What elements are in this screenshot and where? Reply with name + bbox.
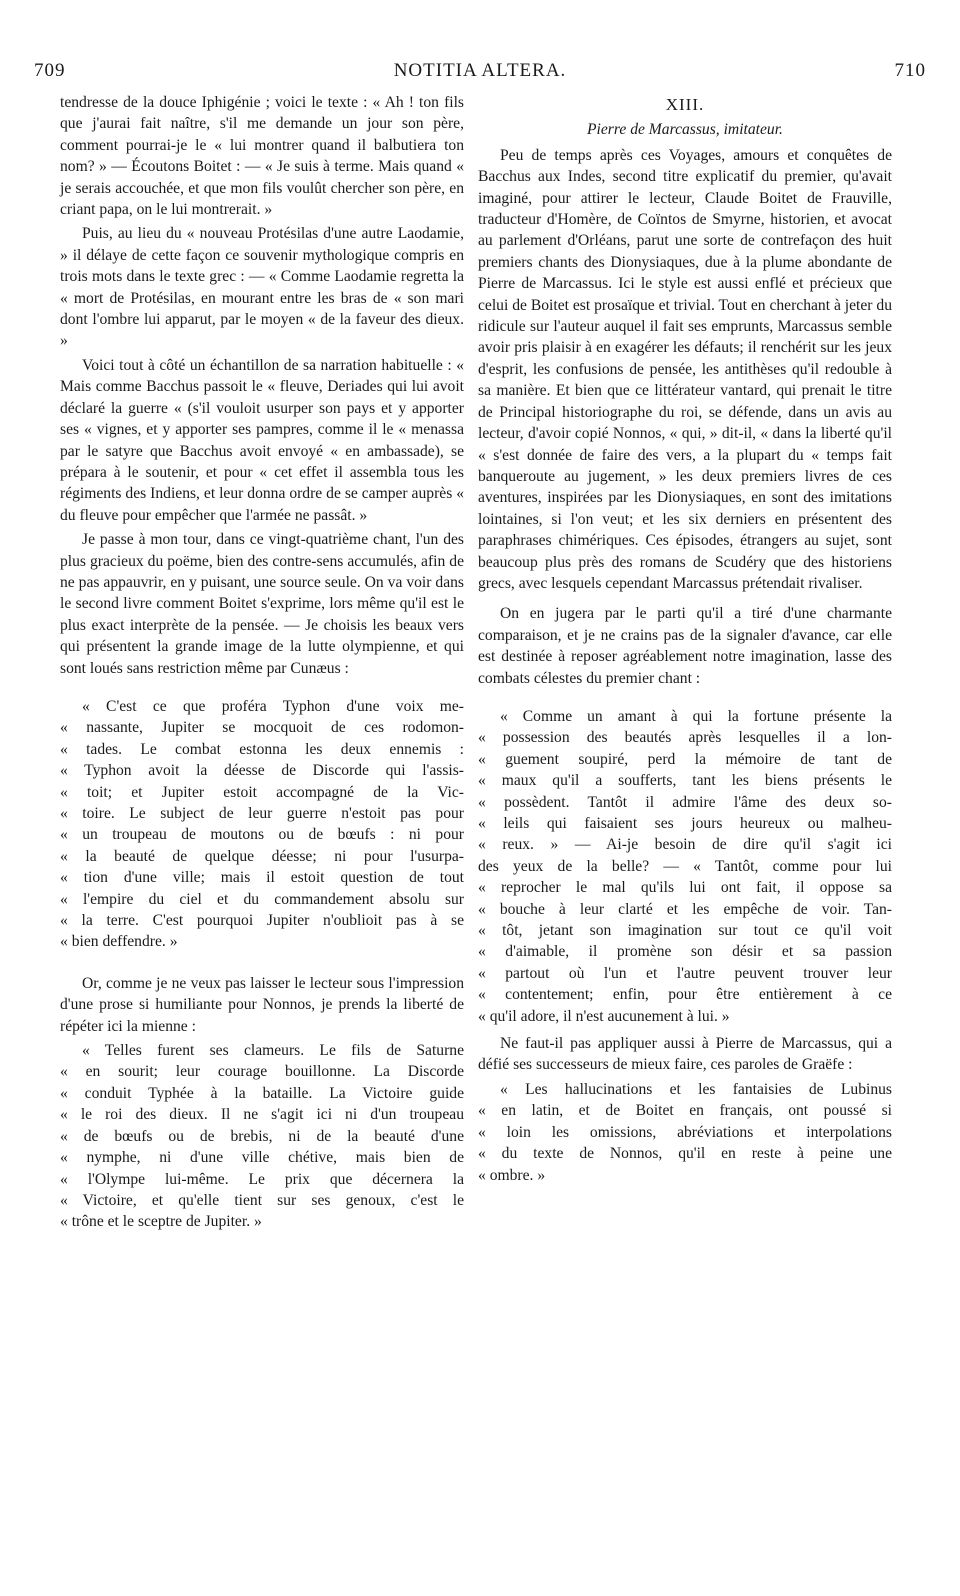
running-title: NOTITIA ALTERA. bbox=[393, 60, 567, 81]
quote-line: « nassante, Jupiter se mocquoit de ces rodomon- bbox=[60, 719, 464, 737]
spacer bbox=[60, 959, 464, 973]
quote-line: « toit; et Jupiter estoit accompagné de la Vic- bbox=[60, 783, 464, 801]
quote-line: « toire. Le subject de leur guerre n'estoit pas pour bbox=[60, 805, 464, 822]
paragraph: Puis, au lieu du « nouveau Protésilas d'une autre Laodamie, » il délaye de cette façon ce souvenir mythologique compris en trois mots dans le texte grec : — « Comme Laodamie regretta la « mort de Protésilas, en mourant entre les bras de « son mari dont l'ombre lui apparut, par le moyen « de la faveur des dieux. » bbox=[60, 225, 464, 350]
right-column bbox=[478, 92, 892, 1192]
quote-line: « de bœufs ou de brebis, ni de la beauté d'une bbox=[60, 1127, 464, 1145]
quote-line: « Typhon avoit la déesse de Discorde qui l'assis- bbox=[60, 762, 464, 780]
quote-line: « qu'il adore, il n'est aucunement à lui. » bbox=[478, 1007, 730, 1025]
quote-line: « partout où l'un et l'autre peuvent trouver leur bbox=[478, 964, 892, 982]
paragraph: On en jugera par le parti qu'il a tiré d'une charmante comparaison, et je ne crains pas de la signaler d'avance, car elle est destinée à reposer agréablement notre imagination, lasse des combats célestes du premier chant : bbox=[478, 605, 892, 687]
quote-line: « ombre. » bbox=[478, 1166, 546, 1184]
block-quote bbox=[478, 1079, 892, 1186]
section-title: Pierre de Marcassus, imitateur. bbox=[587, 121, 783, 139]
paragraph: Je passe à mon tour, dans ce vingt-quatrième chant, l'un des plus gracieux du poëme, bien des contre-sens accumulés, afin de ne pas appauvrir, en y puisant, une source seule. On va voir dans le second livre comment Boitet s'exprime, lors même qu'il est le plus exact interprète de la pensée. — Je choisis les beaux vers qui présentent la grande image de la lutte olympienne, et qui sont loués sans restriction même par Cunæus : bbox=[60, 531, 464, 677]
page-header bbox=[34, 60, 926, 88]
section-number: XIII. bbox=[665, 95, 705, 114]
quote-line: « tion d'une ville; mais il estoit question de tout bbox=[60, 869, 464, 887]
quote-line: « bouche à leur clarté et les empêche de voir. Tan- bbox=[478, 900, 892, 918]
quote-line: « maux qu'il a soufferts, tant les biens présents le bbox=[478, 772, 892, 790]
paragraph: Ne faut-il pas appliquer aussi à Pierre de Marcassus, qui a défié ses successeurs de mieux faire, ces paroles de Graëfe : bbox=[478, 1035, 892, 1074]
quote-line: « Telles furent ses clameurs. Le fils de Saturne bbox=[82, 1042, 464, 1060]
quote-line: « Comme un amant à qui la fortune présente la bbox=[500, 707, 892, 725]
paragraph: Or, comme je ne veux pas laisser le lecteur sous l'impression d'une prose si humiliante pour Nonnos, je prends la liberté de répéter ici la mienne : bbox=[60, 974, 464, 1035]
quote-line: « l'Olympe lui-même. Le prix que décernera la bbox=[60, 1170, 464, 1188]
quote-line: « tôt, jetant son imagination sur tout ce qu'il voit bbox=[478, 922, 892, 940]
quote-line: « leils qui faisaient ses jours heureux ou malheu- bbox=[478, 815, 892, 832]
quote-line: « tades. Le combat estonna les deux ennemis : bbox=[60, 740, 464, 758]
quote-line: « reprocher le mal qu'ils lui ont fait, il oppose sa bbox=[478, 879, 892, 897]
quote-line: « reux. » — Ai-je besoin de dire qu'il s'agit ici bbox=[478, 836, 892, 854]
quote-line: « l'empire du ciel et du commandement absolu sur bbox=[60, 890, 464, 908]
quote-line: « du texte de Nonnos, qu'il en reste à peine une bbox=[478, 1145, 892, 1163]
spacer bbox=[478, 692, 892, 706]
quote-line: « possession des beautés après lesquelles il a lon- bbox=[478, 729, 892, 747]
quote-line: « trône et le sceptre de Jupiter. » bbox=[60, 1213, 262, 1231]
paragraph: Voici tout à côté un échantillon de sa narration habituelle : « Mais comme Bacchus passoit le « fleuve, Deriades qui lui avoit déclaré la guerre « (s'il vouloit usurper son pays et y apporter ses « vignes, et y apporter ses pampres, comme il le « menassa par le satyre que Bacchus avoit envoyé « en ambassade), se prépara à le soutenir, et pour « cet effet il assembla tous les régiments des Indiens, et leur donna ordre de se camper auprès « du fleuve pour empêcher que l'armée ne passât. » bbox=[60, 356, 464, 524]
quote-line: « conduit Typhée à la bataille. La Victoire guide bbox=[60, 1084, 464, 1102]
quote-line: « loin les omissions, abréviations et interpolations bbox=[478, 1123, 892, 1141]
block-quote bbox=[60, 1040, 464, 1233]
left-page-number: 709 bbox=[34, 60, 66, 81]
quote-line: « en latin, et de Boitet en français, ont poussé si bbox=[478, 1102, 892, 1120]
quote-line: « C'est ce que proféra Typhon d'une voix me- bbox=[82, 697, 464, 715]
right-page-number: 710 bbox=[894, 60, 926, 81]
quote-line: « possèdent. Tantôt il admire l'âme des deux so- bbox=[478, 793, 892, 811]
block-quote bbox=[60, 696, 464, 953]
spacer bbox=[60, 682, 464, 696]
left-column bbox=[60, 92, 464, 1239]
block-quote bbox=[478, 706, 892, 1027]
quote-line: « guement soupiré, perd la mémoire de tant de bbox=[478, 750, 892, 768]
quote-line: « le roi des dieux. Il ne s'agit ici ni d'un troupeau bbox=[60, 1106, 464, 1124]
quote-line: « la beauté de quelque déesse; ni pour l'usurpa- bbox=[60, 847, 464, 865]
paragraph: Peu de temps après ces Voyages, amours et conquêtes de Bacchus aux Indes, second titre explicatif du premier, qu'avait imaginé, pour attirer le lecteur, Claude Boitet de Frauville, traducteur d'Homère, de Coïntos de Smyrne, historien, et avocat au parlement d'Orléans, parut une sorte de contrefaçon des huit premiers chants des Dionysiaques, due à la plume abondante de Pierre de Marcassus. Ici le style est aussi enflé et précieux que celui de Boitet est prosaïque et trivial. Tout en cherchant à jeter du ridicule sur l'auteur auquel il fait ses emprunts, Marcassus semble avoir pris plaisir à en exagérer les défauts; il renchérit sur les jeux d'esprit, les confusions de pensée, les antithèses qu'il redouble à sa manière. Et bien que ce littérateur vantard, qui prenait le titre de Principal historiographe du roi, se défende, dans un avis au lecteur, d'avoir copié Nonnos, « qui, » dit-il, « dans la liberté qu'il « s'est donnée de faire des vers, a la plupart du « temps fait banqueroute au jugement, » les deux premiers livres de ces aventures, inspirées par les Dionysiaques, en sont des imitations lointaines, si l'on veut; et les six derniers en présentent des paraphrases chimériques. Ces épisodes, étrangers au sujet, sont beaucoup plus près des romans de Scudéry que des historiens grecs, avec lesquels cependant Marcassus prétendait rivaliser. bbox=[478, 146, 892, 592]
quote-line: « Les hallucinations et les fantaisies de Lubinus bbox=[500, 1080, 892, 1098]
quote-line: « un troupeau de moutons ou de bœufs : ni pour bbox=[60, 826, 464, 844]
quote-line: « bien deffendre. » bbox=[60, 933, 178, 951]
paragraph: tendresse de la douce Iphigénie ; voici le texte : « Ah ! ton fils que j'aurai fait naître, s'il me demande un jour son père, comment pourrai-je le « lui montrer quand il balbutiera ton nom? » — Écoutons Boitet : — « Je suis à terme. Mais quand « je serais accouchée, et que mon fils voulût chercher son père, en criant papa, on le lui montrerait. » bbox=[60, 94, 464, 219]
quote-line: « Victoire, et qu'elle tient sur ses genoux, c'est le bbox=[60, 1191, 464, 1209]
quote-line: « la terre. C'est pourquoi Jupiter n'oublioit pas à se bbox=[60, 912, 464, 930]
quote-line: « contentement; enfin, pour être entièrement à ce bbox=[478, 986, 892, 1004]
quote-line: des yeux de la belle? — « Tantôt, comme pour lui bbox=[478, 857, 892, 875]
quote-line: « nymphe, ni d'une ville chétive, mais bien de bbox=[60, 1149, 464, 1167]
quote-line: « en sourit; leur courage bouillonne. La Discorde bbox=[60, 1063, 464, 1081]
quote-line: « d'aimable, il promène son désir et sa passion bbox=[478, 943, 892, 961]
